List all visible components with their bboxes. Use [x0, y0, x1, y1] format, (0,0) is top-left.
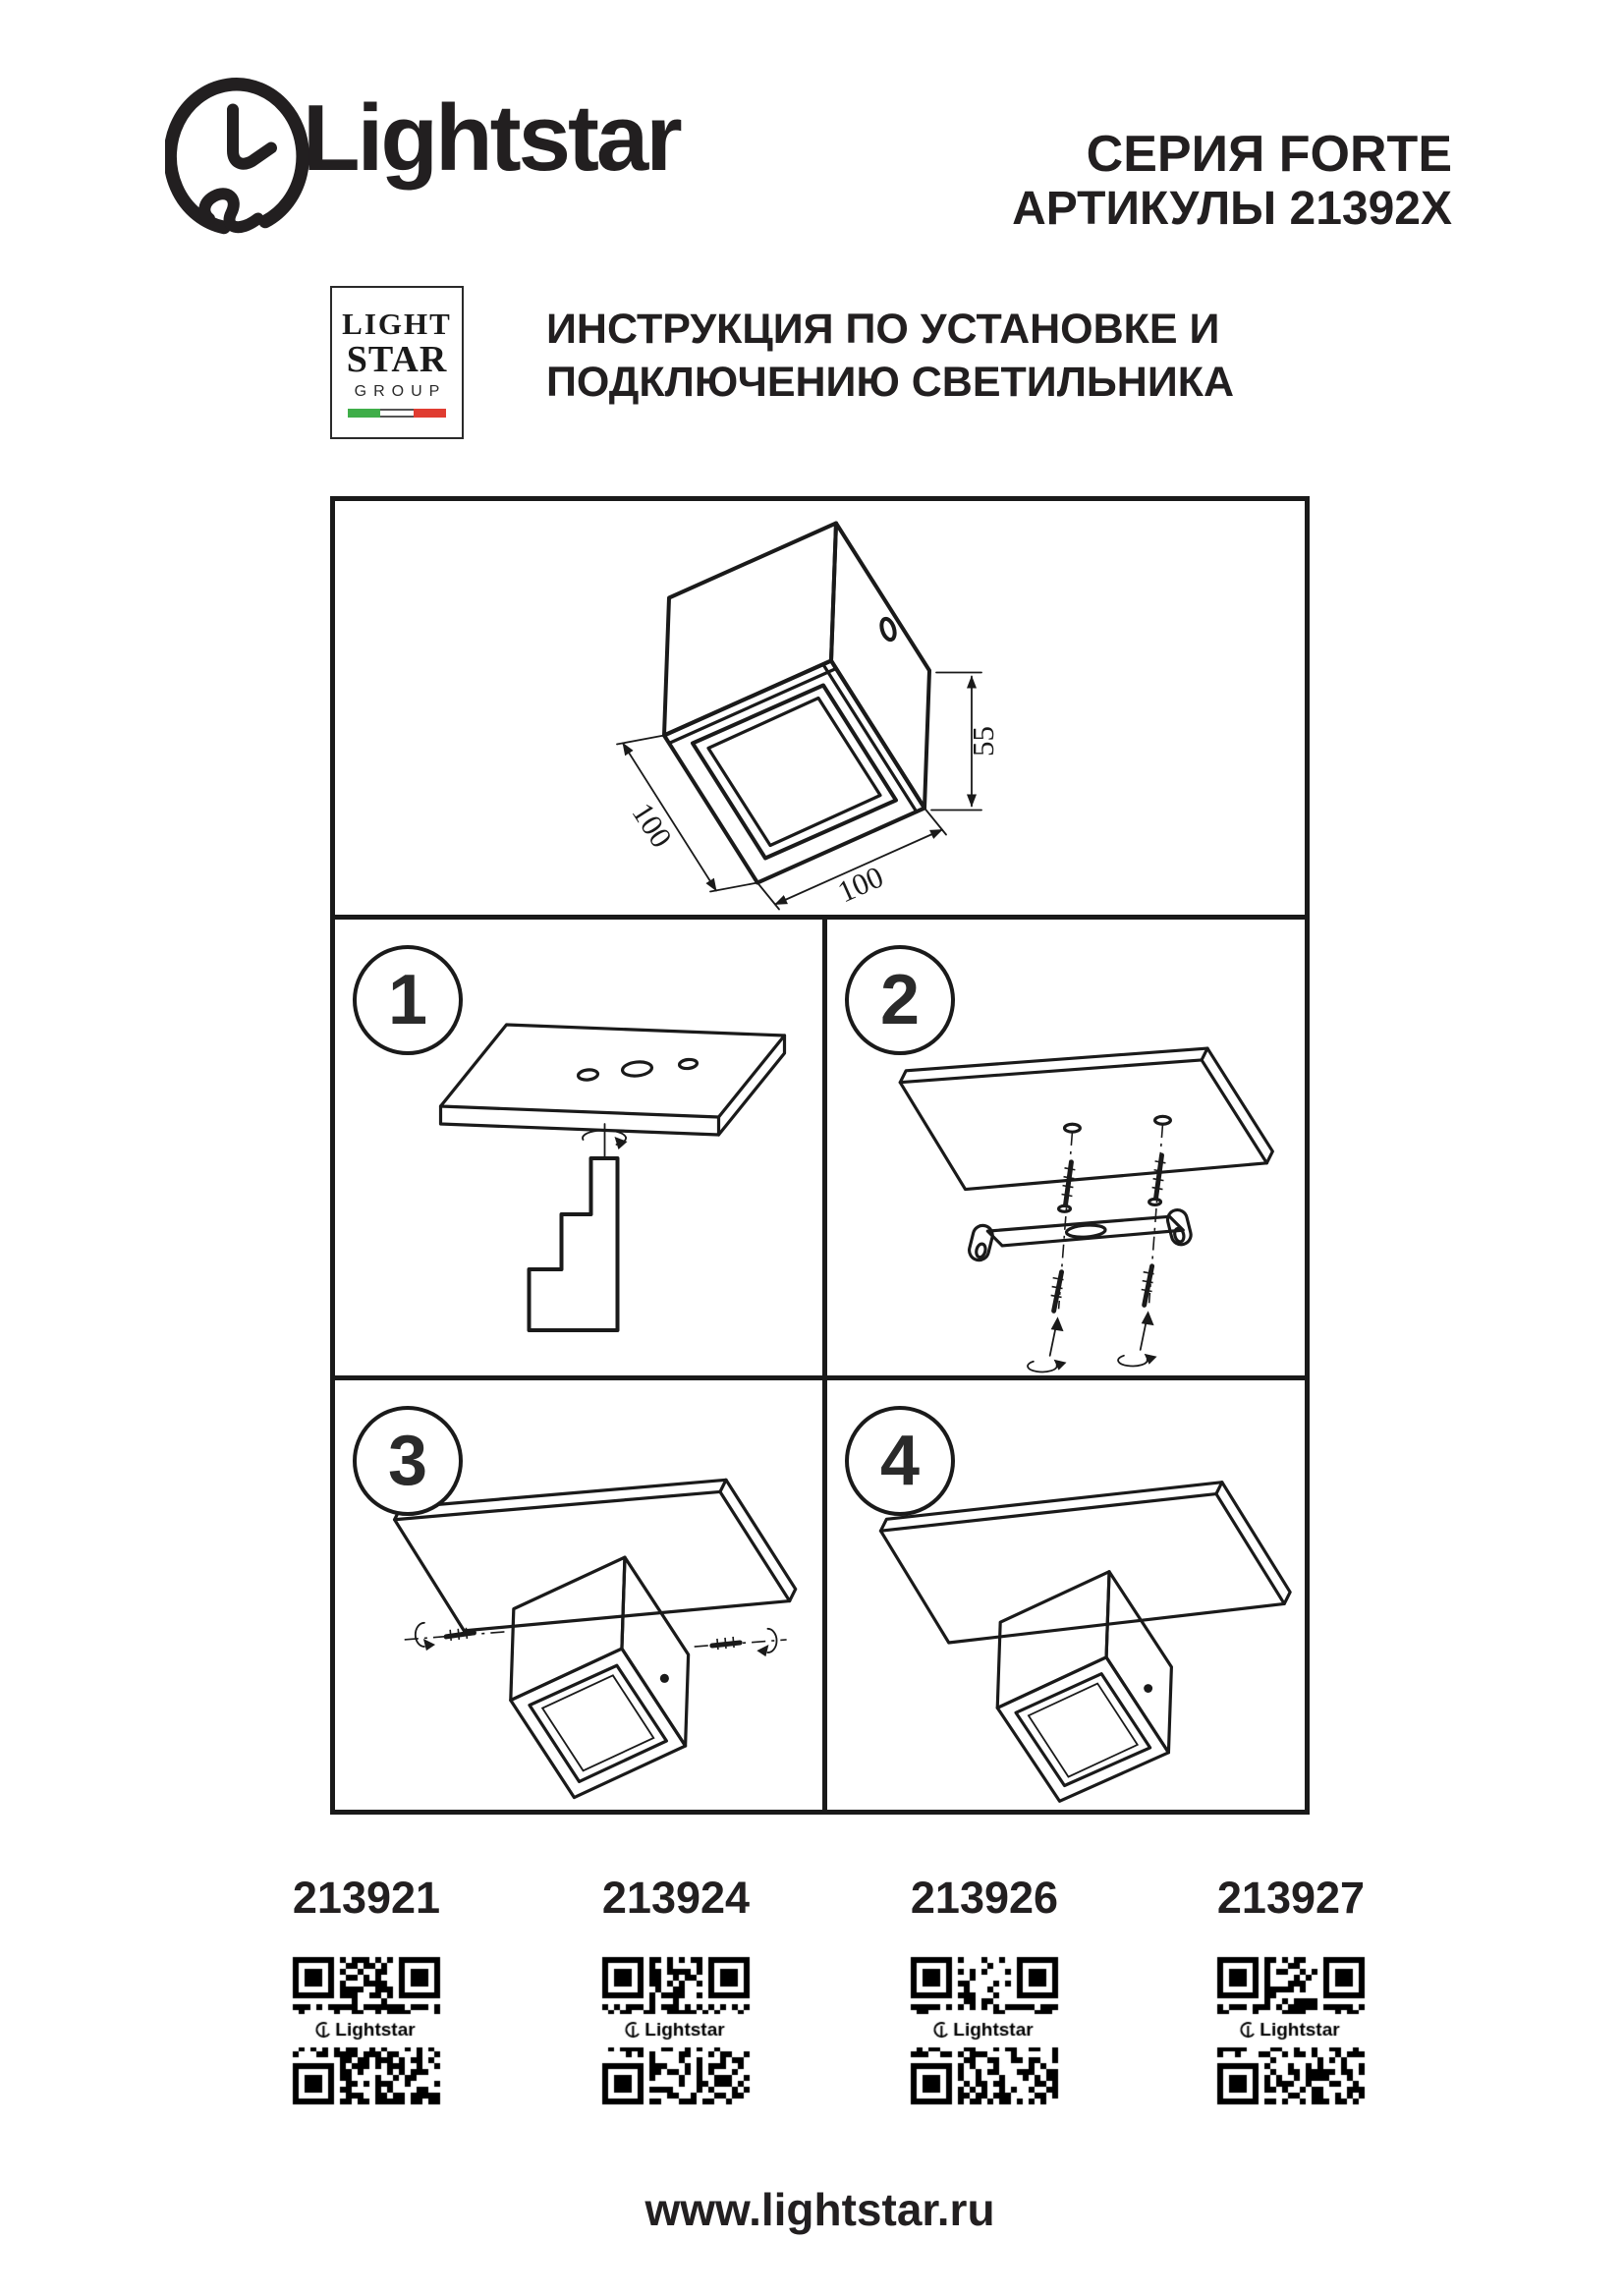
flag-red [414, 409, 446, 418]
title-line-2: ПОДКЛЮЧЕНИЮ СВЕТИЛЬНИКА [546, 359, 1235, 407]
article-number: 213921 [292, 1873, 441, 1923]
step-2-number: 2 [845, 945, 955, 1055]
lightstar-bulb-logo-icon [165, 51, 312, 307]
step-4-number: 4 [845, 1406, 955, 1516]
qr-code [592, 1947, 759, 2114]
installation-steps-grid [335, 920, 1305, 1810]
dim-width-label: 100 [832, 859, 889, 910]
step-1-cell [335, 920, 827, 1380]
flag-green [348, 409, 380, 418]
page-title [546, 303, 1234, 409]
flag-white [380, 409, 413, 418]
product-213921 [253, 1873, 479, 2114]
website-url: www.lightstar.ru [644, 2184, 995, 2235]
luminaire-dimension-drawing [335, 501, 1305, 915]
qr-code [1207, 1947, 1374, 2114]
series-header [1012, 126, 1452, 236]
product-213927 [1178, 1873, 1404, 2114]
product-213926 [871, 1873, 1097, 2114]
qr-code [901, 1947, 1068, 2114]
series-articles: АРТИКУЛЫ 21392X [1012, 183, 1452, 236]
product-213924 [563, 1873, 789, 2114]
article-number: 213927 [1216, 1873, 1366, 1923]
dim-height-label: 55 [966, 726, 1000, 756]
article-number: 213926 [910, 1873, 1059, 1923]
diagram-table [330, 496, 1310, 1815]
series-name: СЕРИЯ FORTE [1086, 126, 1452, 183]
badge-star: STAR [346, 338, 448, 380]
title-line-1: ИНСТРУКЦИЯ ПО УСТАНОВКЕ И [546, 306, 1220, 353]
badge-group: GROUP [354, 382, 447, 400]
step-1-number: 1 [353, 945, 463, 1055]
dim-depth-label: 100 [625, 796, 680, 854]
step-4-cell [827, 1380, 1305, 1810]
main-dimension-cell [335, 501, 1305, 920]
brand-wordmark: Lightstar [303, 85, 680, 191]
qr-code [283, 1947, 450, 2114]
step-3-cell [335, 1380, 827, 1810]
lightstar-group-badge [330, 286, 464, 439]
step-3-number: 3 [353, 1406, 463, 1516]
step-2-cell [827, 920, 1305, 1380]
italian-flag-stripe [348, 409, 446, 418]
badge-light: LIGHT [342, 306, 452, 341]
article-number: 213924 [601, 1873, 751, 1923]
